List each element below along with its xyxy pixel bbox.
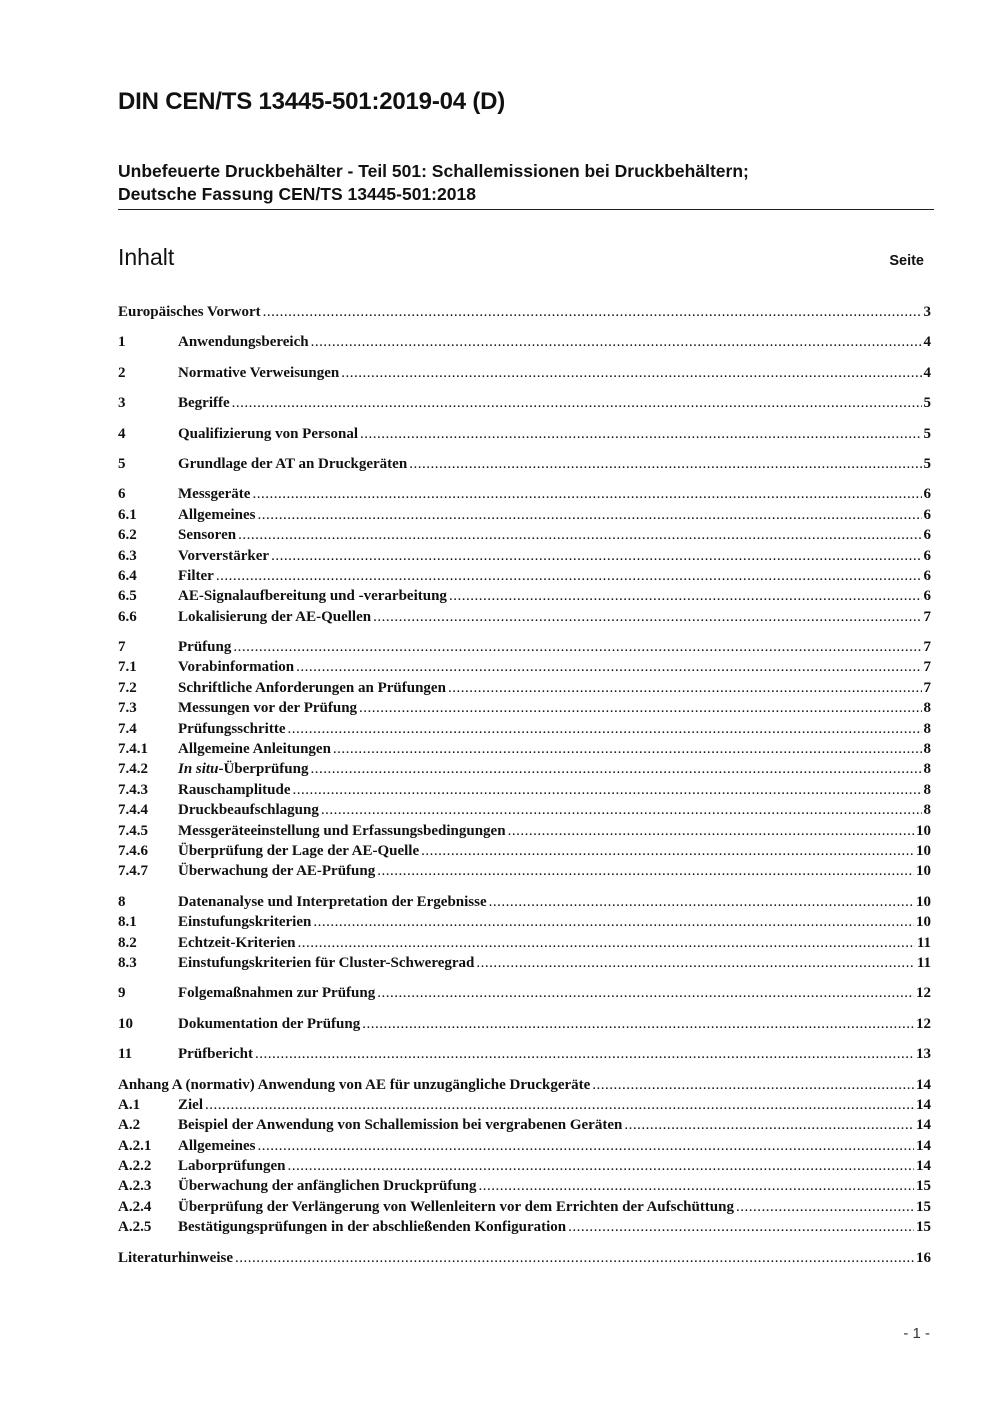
- toc-entry-label: Ziel: [178, 1096, 203, 1113]
- toc-heading: Inhalt: [118, 244, 175, 270]
- table-of-contents: [118, 302, 931, 1268]
- toc-entry[interactable]: [118, 505, 931, 525]
- toc-entry-label: Einstufungskriterien: [178, 914, 312, 931]
- toc-dot-leader: [362, 1014, 914, 1034]
- toc-dot-leader: [233, 637, 921, 657]
- toc-entry-number: A.2.4: [118, 1198, 152, 1215]
- toc-dot-leader: [232, 393, 922, 413]
- toc-entry-label: Prüfbericht: [178, 1046, 253, 1063]
- toc-entry-number: A.2: [118, 1117, 141, 1134]
- toc-entry[interactable]: [118, 892, 931, 912]
- toc-dot-leader: [296, 657, 921, 677]
- toc-dot-leader: [271, 546, 921, 566]
- toc-entry-label: Dokumentation der Prüfung: [178, 1015, 361, 1032]
- toc-entry-page: 12: [916, 1015, 931, 1032]
- toc-entry-number: 10: [118, 1015, 133, 1032]
- toc-dot-leader: [288, 1156, 914, 1176]
- toc-entry-number: 6.5: [118, 588, 137, 605]
- toc-entry[interactable]: [118, 1197, 931, 1217]
- toc-entry-page: 3: [923, 304, 931, 320]
- toc-entry[interactable]: [118, 566, 931, 586]
- toc-entry-page: 14: [916, 1158, 931, 1175]
- toc-entry-label: [178, 759, 308, 779]
- toc-entry[interactable]: [118, 454, 931, 474]
- toc-dot-leader: [252, 484, 921, 504]
- toc-entry-label: AE-Signalaufbereitung und -verarbeitung: [178, 588, 447, 605]
- toc-entry-number: 7.4.3: [118, 781, 148, 798]
- toc-entry-page: 11: [916, 954, 931, 971]
- toc-entry-label: Druckbeaufschlagung: [178, 802, 319, 819]
- toc-entry-number: 1: [118, 334, 126, 351]
- toc-entry[interactable]: [118, 1014, 931, 1034]
- toc-entry-number: 7.2: [118, 679, 137, 696]
- toc-entry-label: Bestätigungsprüfungen in der abschließenden Konfiguration: [178, 1219, 567, 1236]
- toc-entry-page: 10: [916, 914, 931, 931]
- toc-dot-leader: [297, 933, 914, 953]
- toc-entry[interactable]: [118, 363, 931, 383]
- toc-entry-page: 16: [916, 1249, 931, 1266]
- toc-entry-number: 7.4.1: [118, 741, 148, 758]
- toc-entry-label: Messgeräte: [178, 486, 251, 503]
- toc-entry-page: 6: [923, 567, 931, 584]
- toc-entry-number: A.2.2: [118, 1158, 152, 1175]
- toc-dot-leader: [592, 1075, 914, 1095]
- toc-entry[interactable]: [118, 586, 931, 606]
- footer-page-number: - 1 -: [903, 1325, 930, 1342]
- toc-entry-label: Anwendungsbereich: [178, 334, 309, 351]
- toc-entry[interactable]: [118, 861, 931, 881]
- toc-entry-label: Messungen vor der Prüfung: [178, 700, 358, 717]
- toc-entry-page: 14: [916, 1137, 931, 1154]
- toc-entry-label: Grundlage der AT an Druckgeräten: [178, 455, 408, 472]
- toc-entry-label: Lokalisierung der AE-Quellen: [178, 608, 372, 625]
- toc-dot-leader: [373, 607, 921, 627]
- toc-entry-label: Datenanalyse und Interpretation der Ergebnisse: [178, 893, 487, 910]
- toc-entry-label: Schriftliche Anforderungen an Prüfungen: [178, 679, 446, 696]
- toc-entry-page: 15: [916, 1219, 931, 1236]
- toc-dot-leader: [736, 1197, 914, 1217]
- toc-entry[interactable]: [118, 1136, 931, 1156]
- toc-dot-leader: [409, 454, 921, 474]
- toc-entry[interactable]: [118, 525, 931, 545]
- toc-entry-page: 5: [923, 395, 931, 412]
- toc-entry-label-italic: In situ: [178, 761, 219, 778]
- toc-entry-page: 14: [916, 1076, 931, 1093]
- toc-entry[interactable]: [118, 780, 931, 800]
- toc-dot-leader: [333, 739, 922, 759]
- toc-entry[interactable]: [118, 657, 931, 677]
- toc-entry-page: 5: [923, 455, 931, 472]
- toc-dot-leader: [321, 800, 922, 820]
- toc-dot-leader: [311, 332, 922, 352]
- toc-entry-label: Vorverstärker: [178, 547, 270, 564]
- toc-entry-number: 8.1: [118, 914, 137, 931]
- toc-entry-label: Vorabinformation: [178, 659, 295, 676]
- toc-entry-number: 5: [118, 455, 126, 472]
- toc-page-column-label: Seite: [889, 253, 924, 269]
- toc-dot-leader: [377, 983, 914, 1003]
- toc-entry-number: 7.4.6: [118, 842, 148, 859]
- toc-entry-number: 8.3: [118, 954, 137, 971]
- toc-entry-page: 6: [923, 506, 931, 523]
- toc-entry-number: 7.3: [118, 700, 137, 717]
- toc-entry-label: Messgeräteeinstellung und Erfassungsbedingungen: [178, 822, 506, 839]
- toc-entry[interactable]: [118, 424, 931, 444]
- toc-entry-label: Literaturhinweise: [118, 1249, 233, 1266]
- toc-entry[interactable]: [118, 1095, 931, 1115]
- toc-entry-page: 14: [916, 1117, 931, 1134]
- toc-entry-page: 7: [923, 659, 931, 676]
- toc-entry[interactable]: [118, 821, 931, 841]
- toc-dot-leader: [235, 1248, 914, 1268]
- toc-entry-page: 8: [923, 741, 931, 758]
- subtitle-line-1: Unbefeuerte Druckbehälter - Teil 501: Schallemissionen bei Druckbehältern;: [118, 161, 749, 181]
- toc-entry[interactable]: [118, 1075, 931, 1095]
- toc-entry-label: Allgemeines: [178, 1137, 256, 1154]
- toc-entry-page: 6: [923, 588, 931, 605]
- toc-entry-page: 8: [923, 720, 931, 737]
- toc-entry-label: Echtzeit-Kriterien: [178, 934, 296, 951]
- toc-entry-page: 7: [923, 639, 931, 656]
- toc-entry-number: 11: [118, 1046, 133, 1063]
- toc-dot-leader: [377, 861, 914, 881]
- toc-dot-leader: [508, 821, 914, 841]
- toc-entry-page: 13: [916, 1046, 931, 1063]
- toc-dot-leader: [255, 1044, 914, 1064]
- toc-entry-page: 8: [923, 781, 931, 798]
- toc-entry-label: Überwachung der anfänglichen Druckprüfung: [178, 1178, 477, 1195]
- toc-dot-leader: [448, 678, 922, 698]
- toc-dot-leader: [489, 892, 914, 912]
- toc-dot-leader: [476, 953, 914, 973]
- toc-entry-page: 6: [923, 547, 931, 564]
- toc-entry-number: 7.1: [118, 659, 137, 676]
- toc-entry-label: Rauschamplitude: [178, 781, 291, 798]
- toc-dot-leader: [293, 780, 922, 800]
- toc-entry-number: 7.4: [118, 720, 137, 737]
- toc-dot-leader: [238, 525, 921, 545]
- toc-entry-number: 6.2: [118, 527, 137, 544]
- toc-entry-number: 8: [118, 893, 126, 910]
- toc-entry[interactable]: [118, 1115, 931, 1135]
- toc-dot-leader: [341, 363, 921, 383]
- toc-entry-number: 7.4.7: [118, 863, 148, 880]
- toc-entry-label: Überwachung der AE-Prüfung: [178, 863, 376, 880]
- toc-entry[interactable]: [118, 983, 931, 1003]
- toc-entry-number: 2: [118, 364, 126, 381]
- toc-entry-page: 10: [916, 863, 931, 880]
- toc-entry-number: 8.2: [118, 934, 137, 951]
- toc-entry-page: 11: [916, 934, 931, 951]
- toc-entry[interactable]: [118, 607, 931, 627]
- toc-entry-label: Anhang A (normativ) Anwendung von AE für unzugängliche Druckgeräte: [118, 1076, 591, 1093]
- toc-entry-page: 6: [923, 527, 931, 544]
- toc-entry[interactable]: [118, 1217, 931, 1237]
- toc-entry-label: Laborprüfungen: [178, 1158, 286, 1175]
- toc-entry-number: A.1: [118, 1096, 141, 1113]
- toc-entry-number: A.2.3: [118, 1178, 152, 1195]
- toc-entry[interactable]: [118, 698, 931, 718]
- toc-entry[interactable]: [118, 841, 931, 861]
- toc-entry-page: 8: [923, 802, 931, 819]
- toc-entry[interactable]: [118, 678, 931, 698]
- toc-entry-label: Überprüfung der Verlängerung von Wellenleitern vor dem Errichten der Aufschüttung: [178, 1198, 734, 1215]
- toc-entry-label: Sensoren: [178, 527, 237, 544]
- toc-entry-number: A.2.1: [118, 1137, 152, 1154]
- toc-entry[interactable]: [118, 719, 931, 739]
- toc-entry-label: Begriffe: [178, 395, 230, 412]
- toc-entry-number: 7.4.2: [118, 761, 148, 778]
- toc-entry-label: Allgemeine Anleitungen: [178, 741, 331, 758]
- toc-entry-number: A.2.5: [118, 1219, 152, 1236]
- toc-dot-leader: [310, 759, 921, 779]
- toc-entry[interactable]: [118, 953, 931, 973]
- toc-entry-page: 7: [923, 608, 931, 625]
- toc-entry-number: 6: [118, 486, 126, 503]
- toc-entry[interactable]: [118, 759, 931, 779]
- toc-entry-page: 7: [923, 679, 931, 696]
- toc-entry-page: 14: [916, 1096, 931, 1113]
- toc-entry-label: Prüfung: [178, 639, 232, 656]
- toc-entry-label: Allgemeines: [178, 506, 256, 523]
- toc-dot-leader: [624, 1115, 914, 1135]
- toc-entry-page: 8: [923, 700, 931, 717]
- toc-entry-page: 4: [923, 364, 931, 381]
- toc-entry-page: 10: [916, 822, 931, 839]
- toc-entry[interactable]: [118, 302, 931, 322]
- toc-dot-leader: [257, 1136, 914, 1156]
- toc-dot-leader: [263, 302, 922, 322]
- toc-entry[interactable]: [118, 739, 931, 759]
- toc-entry-number: 4: [118, 425, 126, 442]
- toc-entry[interactable]: [118, 1044, 931, 1064]
- toc-entry-number: 7: [118, 639, 126, 656]
- toc-entry-number: 6.6: [118, 608, 137, 625]
- toc-entry-number: 6.1: [118, 506, 137, 523]
- toc-entry-page: 5: [923, 425, 931, 442]
- toc-entry[interactable]: [118, 933, 931, 953]
- toc-entry[interactable]: [118, 1176, 931, 1196]
- toc-entry[interactable]: [118, 484, 931, 504]
- toc-entry-page: 4: [923, 334, 931, 351]
- toc-dot-leader: [288, 719, 922, 739]
- toc-dot-leader: [449, 586, 922, 606]
- toc-entry-label: Einstufungskriterien für Cluster-Schweregrad: [178, 954, 475, 971]
- toc-entry[interactable]: [118, 1156, 931, 1176]
- toc-dot-leader: [257, 505, 921, 525]
- toc-entry[interactable]: [118, 800, 931, 820]
- toc-entry-page: 10: [916, 842, 931, 859]
- subtitle-line-2: Deutsche Fassung CEN/TS 13445-501:2018: [118, 184, 476, 204]
- toc-entry-label: Normative Verweisungen: [178, 364, 340, 381]
- toc-entry[interactable]: [118, 637, 931, 657]
- toc-dot-leader: [421, 841, 914, 861]
- toc-entry[interactable]: [118, 546, 931, 566]
- toc-dot-leader: [568, 1217, 914, 1237]
- toc-entry-number: 7.4.5: [118, 822, 148, 839]
- toc-entry[interactable]: [118, 393, 931, 413]
- toc-dot-leader: [313, 912, 914, 932]
- toc-entry[interactable]: [118, 912, 931, 932]
- document-subtitle: [118, 160, 934, 210]
- toc-entry-number: 6.3: [118, 547, 137, 564]
- toc-entry-label-rest: -Überprüfung: [218, 761, 309, 778]
- toc-entry-page: 15: [916, 1198, 931, 1215]
- toc-dot-leader: [216, 566, 922, 586]
- toc-entry-number: 7.4.4: [118, 802, 148, 819]
- toc-entry[interactable]: [118, 1248, 931, 1268]
- toc-entry-label: Qualifizierung von Personal: [178, 425, 358, 442]
- toc-entry-label: Filter: [178, 567, 214, 584]
- toc-entry-number: 9: [118, 985, 126, 1002]
- toc-entry-page: 6: [923, 486, 931, 503]
- toc-dot-leader: [359, 698, 921, 718]
- toc-entry-page: 8: [923, 761, 931, 778]
- toc-entry-number: 6.4: [118, 567, 137, 584]
- toc-entry-label: Überprüfung der Lage der AE-Quelle: [178, 842, 420, 859]
- toc-dot-leader: [479, 1176, 914, 1196]
- toc-dot-leader: [360, 424, 922, 444]
- toc-entry[interactable]: [118, 332, 931, 352]
- toc-entry-page: 15: [916, 1178, 931, 1195]
- toc-entry-label: Prüfungsschritte: [178, 720, 286, 737]
- toc-entry-page: 10: [916, 893, 931, 910]
- toc-entry-page: 12: [916, 985, 931, 1002]
- toc-dot-leader: [205, 1095, 914, 1115]
- toc-entry-label: Folgemaßnahmen zur Prüfung: [178, 985, 376, 1002]
- toc-entry-label: Europäisches Vorwort: [118, 304, 261, 320]
- document-title: DIN CEN/TS 13445-501:2019-04 (D): [118, 88, 506, 115]
- toc-entry-number: 3: [118, 395, 126, 412]
- toc-entry-label: Beispiel der Anwendung von Schallemission bei vergrabenen Geräten: [178, 1117, 623, 1134]
